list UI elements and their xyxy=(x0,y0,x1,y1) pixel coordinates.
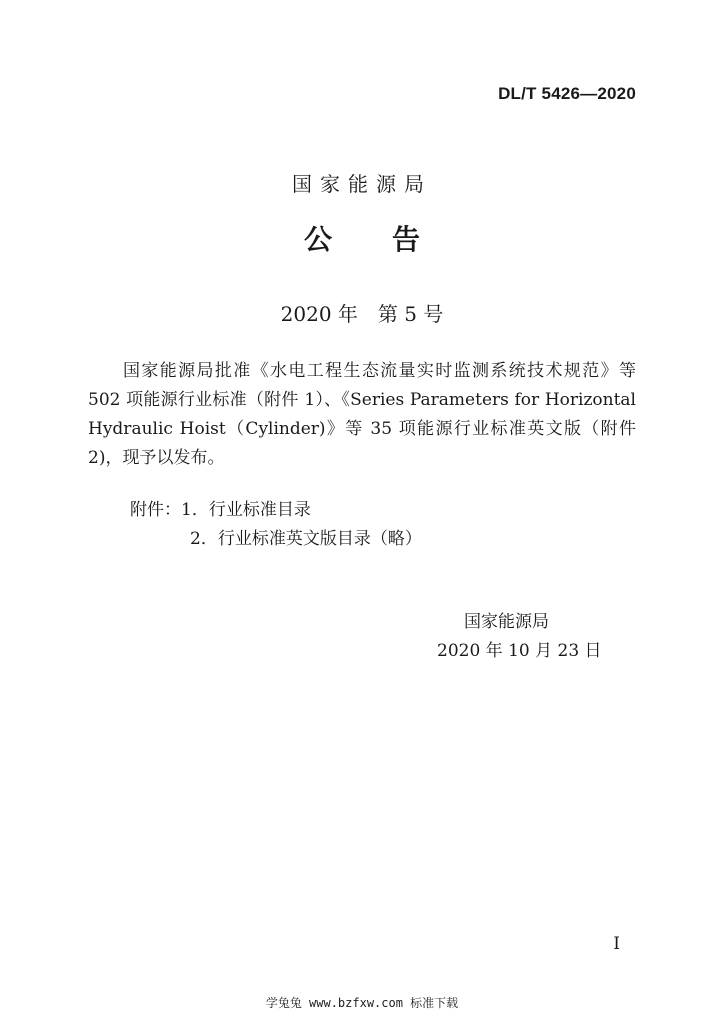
issue-number-text: 第 5 号 xyxy=(377,302,444,326)
signer: 国家能源局 xyxy=(464,612,549,632)
attachment-item-2: 2．行业标准英文版目录（略） xyxy=(190,529,422,549)
issuer-heading: 国家能源局 xyxy=(292,172,432,196)
attachments-label: 附件： xyxy=(130,500,181,520)
announcement-body: 国家能源局批准《水电工程生态流量实时监测系统技术规范》等 502 项能源行业标准（附件 1）、《Series Parameters for Horizontal Hydraulic Hoist（Cylinder)》等 35 项能源行业标准英文版（附件 2)，现予以发布。 xyxy=(88,361,636,468)
attachments-list xyxy=(130,496,422,554)
document-type-heading: 公告 xyxy=(303,223,480,256)
attachment-item-1 xyxy=(130,496,422,525)
attachment-item-1-text: 1．行业标准目录 xyxy=(181,500,311,520)
standard-code: DL/T 5426—2020 xyxy=(498,84,636,103)
issue-year: 2020 年 xyxy=(280,302,358,326)
footer-watermark: 学兔兔 www.bzfxw.com 标准下载 xyxy=(265,996,459,1010)
sign-date: 2020 年 10 月 23 日 xyxy=(437,641,602,661)
issue-number xyxy=(0,298,724,327)
page-number: I xyxy=(613,934,620,954)
